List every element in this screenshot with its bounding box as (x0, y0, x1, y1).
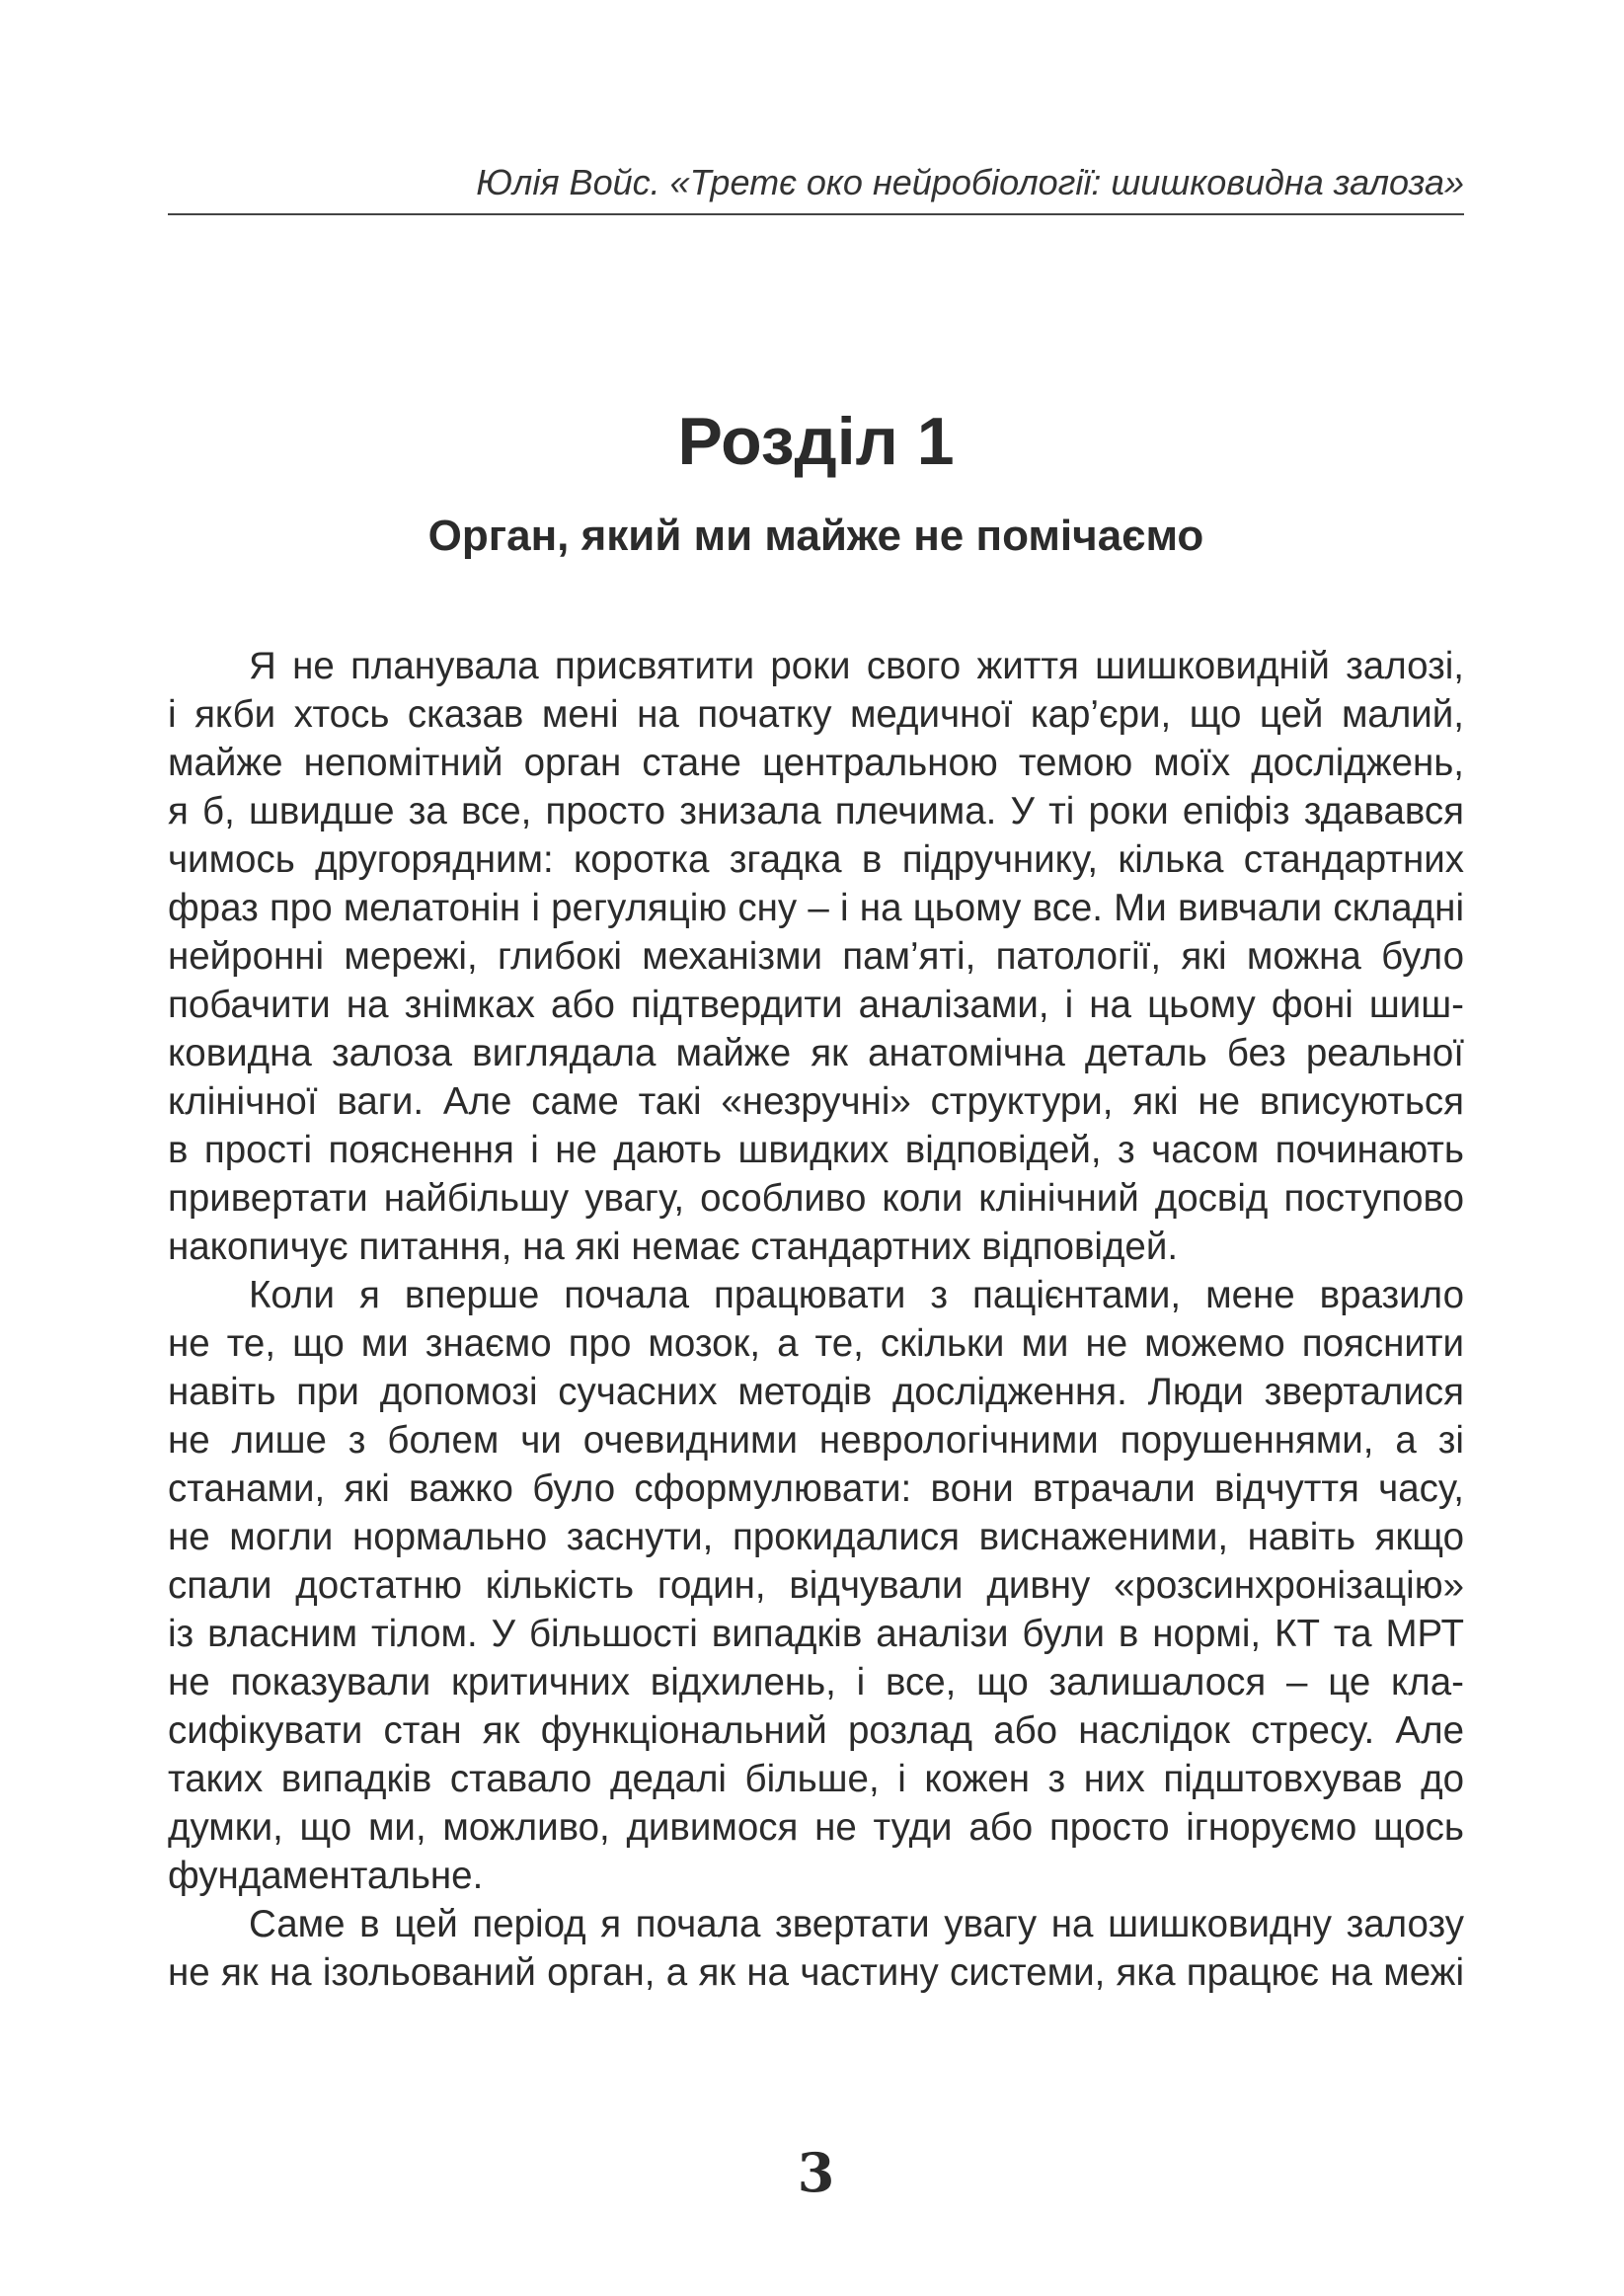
paragraph-1 (168, 642, 1464, 1271)
text-line: клінічної ваги. Але саме такі «незручні» структури, які не вписуються (168, 1080, 1464, 1123)
text-line: майже непомітний орган стане центральною темою моїх досліджень, (168, 742, 1464, 784)
text-line: не лише з болем чи очевидними неврологічними порушеннями, а зі (168, 1419, 1464, 1462)
text-line: чимось другорядним: коротка згадка в підручнику, кілька стандартних (168, 838, 1464, 881)
text-line: Саме в цей період я почала звертати увагу на шишковидну залозу (249, 1903, 1464, 1945)
text-line: станами, які важко було сформулювати: вони втрачали відчуття часу, (168, 1467, 1464, 1510)
text-line: привертати найбільшу увагу, особливо коли клінічний досвід поступово (168, 1177, 1464, 1220)
text-line: не як на ізольований орган, а як на частину системи, яка працює на межі (168, 1951, 1464, 1994)
text-line: не могли нормально заснути, прокидалися виснаженими, навіть якщо (168, 1516, 1464, 1558)
paragraph-2 (168, 1271, 1464, 1900)
text-line: і якби хтось сказав мені на початку медичної кар’єри, що цей малий, (168, 693, 1464, 736)
header-divider (168, 213, 1464, 215)
text-line: Коли я вперше почала працювати з пацієнтами, мене вразило (249, 1274, 1464, 1316)
text-line: ковидна залоза виглядала майже як анатомічна деталь без реальної (168, 1032, 1464, 1074)
text-line: фундаментальне. (168, 1855, 484, 1897)
running-header: Юлія Войс. «Третє око нейробіології: шишковидна залоза» (476, 162, 1464, 202)
text-line: Я не планувала присвятити роки свого життя шишковидній залозі, (249, 645, 1464, 687)
text-line: нейронні мережі, глибокі механізми пам’яті, патології, які можна було (168, 935, 1464, 978)
text-line: я б, швидше за все, просто знизала плечима. У ті роки епіфіз здавався (168, 790, 1464, 832)
paragraph-3 (168, 1900, 1464, 1997)
text-line: не те, що ми знаємо про мозок, а те, скільки ми не можемо пояснити (168, 1322, 1464, 1365)
text-line: із власним тілом. У більшості випадків аналізи були в нормі, КТ та МРТ (168, 1613, 1464, 1655)
text-line: фраз про мелатонін і регуляцію сну – і на цьому все. Ми вивчали складні (168, 887, 1464, 929)
text-line: таких випадків ставало дедалі більше, і кожен з них підштовхував до (168, 1758, 1464, 1800)
text-line: думки, що ми, можливо, дивимося не туди або просто ігноруємо щось (168, 1806, 1464, 1849)
chapter-subtitle: Орган, який ми майже не помічаємо (427, 512, 1204, 560)
page-number: 3 (797, 2141, 835, 2204)
text-line: не показували критичних відхилень, і все, що залишалося – це кла- (168, 1661, 1464, 1703)
text-line: навіть при допомозі сучасних методів дослідження. Люди зверталися (168, 1371, 1464, 1413)
text-line: сифікувати стан як функціональний розлад або наслідок стресу. Але (168, 1709, 1464, 1752)
body-text (168, 642, 1464, 1997)
text-line: побачити на знімках або підтвердити аналізами, і на цьому фоні шиш- (168, 984, 1464, 1026)
text-line: спали достатню кількість годин, відчували дивну «розсинхронізацію» (168, 1564, 1464, 1607)
text-line: накопичує питання, на які немає стандартних відповідей. (168, 1226, 1179, 1268)
text-line: в прості пояснення і не дають швидких відповідей, з часом починають (168, 1129, 1464, 1171)
chapter-title: Розділ 1 (677, 404, 955, 479)
